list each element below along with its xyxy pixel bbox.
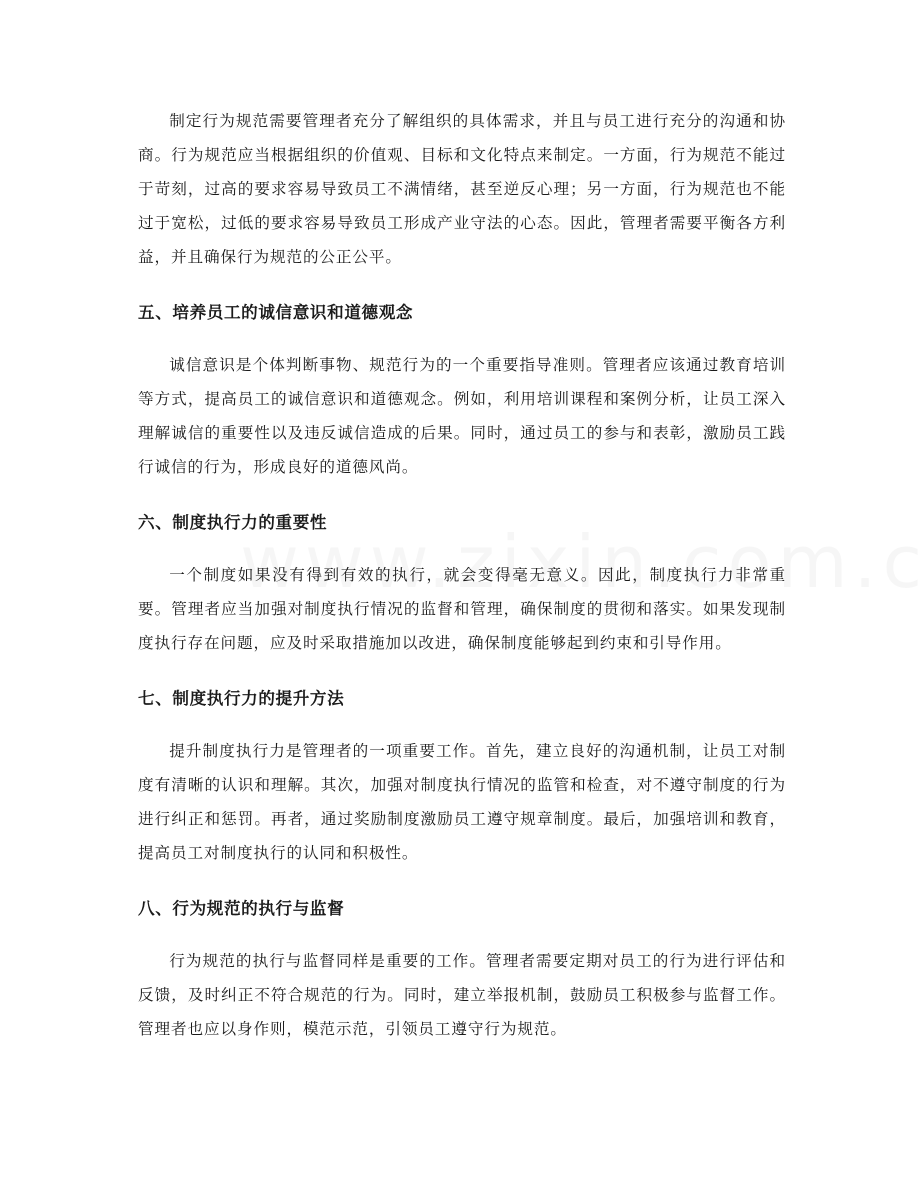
document-body [138,104,786,1046]
paragraph-section-7: 提升制度执行力是管理者的一项重要工作。首先，建立良好的沟通机制，让员工对制度有清晰的认识和理解。其次，加强对制度执行情况的监管和检查，对不遵守制度的行为进行纠正和惩罚。再者，通过奖励制度激励员工遵守规章制度。最后，加强培训和教育，提高员工对制度执行的认同和积极性。 [138,742,786,862]
paragraph-intro: 制定行为规范需要管理者充分了解组织的具体需求，并且与员工进行充分的沟通和协商。行为规范应当根据组织的价值观、目标和文化特点来制定。一方面，行为规范不能过于苛刻，过高的要求容易导致员工不满情绪，甚至逆反心理；另一方面，行为规范也不能过于宽松，过低的要求容易导致员工形成产业守法的心态。因此，管理者需要平衡各方利益，并且确保行为规范的公正公平。 [138,112,786,266]
section-heading-6: 六、制度执行力的重要性 [138,513,328,532]
section-heading-5: 五、培养员工的诚信意识和道德观念 [138,303,414,322]
paragraph-section-8: 行为规范的执行与监督同样是重要的工作。管理者需要定期对员工的行为进行评估和反馈，及时纠正不符合规范的行为。同时，建立举报机制，鼓励员工积极参与监督工作。管理者也应以身作则，模范示范，引领员工遵守行为规范。 [138,952,786,1038]
section-heading-7: 七、制度执行力的提升方法 [138,689,345,708]
paragraph-section-5: 诚信意识是个体判断事物、规范行为的一个重要指导准则。管理者应该通过教育培训等方式，提高员工的诚信意识和道德观念。例如，利用培训课程和案例分析，让员工深入理解诚信的重要性以及违反诚信造成的后果。同时，通过员工的参与和表彰，激励员工践行诚信的行为，形成良好的道德风尚。 [138,356,786,476]
section-heading-8: 八、行为规范的执行与监督 [138,899,345,918]
paragraph-section-6: 一个制度如果没有得到有效的执行，就会变得毫无意义。因此，制度执行力非常重要。管理者应当加强对制度执行情况的监督和管理，确保制度的贯彻和落实。如果发现制度执行存在问题，应及时采取措施加以改进，确保制度能够起到约束和引导作用。 [138,566,786,652]
